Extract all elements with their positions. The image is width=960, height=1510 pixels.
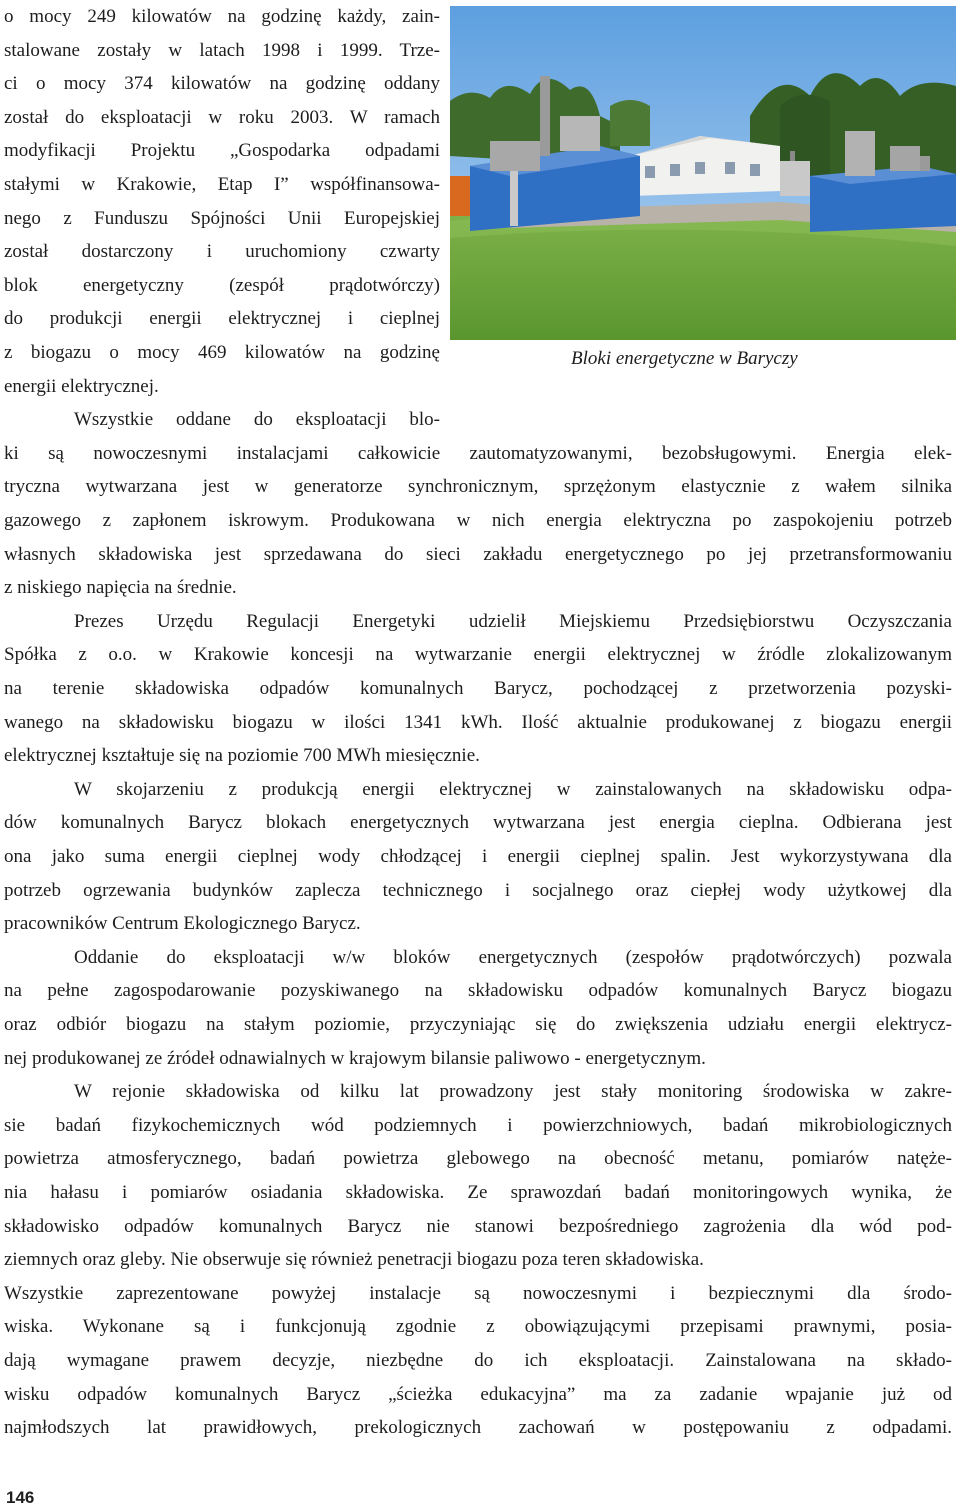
photo-icon xyxy=(450,6,956,340)
text-line: W skojarzeniu z produkcją energii elektrycznej w zainstalowanych na składowisku odpa- xyxy=(74,778,952,800)
text-line: blok energetyczny (zespół prądotwórczy) xyxy=(4,274,440,296)
text-line: własnych składowiska jest sprzedawana do sieci zakładu energetycznego po jej przetransformowaniu xyxy=(4,543,952,565)
text-line: z niskiego napięcia na średnie. xyxy=(4,577,237,599)
text-line: wiska. Wykonane są i funkcjonują zgodnie z obowiązującymi przepisami prawnymi, posia- xyxy=(4,1316,952,1338)
text-line: na terenie składowiska odpadów komunalnych Barycz, pochodzącej z przetworzenia pozyski- xyxy=(4,678,952,699)
text-line: Oddanie do eksploatacji w/w bloków energetycznych (zespołów prądotwórczych) pozwala xyxy=(74,946,952,968)
text-line: tryczna wytwarzana jest w generatorze synchronicznym, sprzężonym elastycznie z wałem silnika xyxy=(4,476,952,498)
text-line: z biogazu o mocy 469 kilowatów na godzinę xyxy=(4,342,440,363)
text-line: ona jako suma energii cieplnej wody chłodzącej i energii cieplnej spalin. Jest wykorzystywana dla xyxy=(4,846,952,867)
text-line: Wszystkie oddane do eksploatacji blo- xyxy=(74,409,440,431)
text-line: dają wymagane prawem decyzje, niezbędne do ich eksploatacji. Zainstalowana na składo- xyxy=(4,1350,952,1371)
page-number: 146 xyxy=(6,1488,35,1507)
text-line: do produkcji energii elektrycznej i cieplnej xyxy=(4,308,440,330)
text-line: elektrycznej kształtuje się na poziomie 700 MWh miesięcznie. xyxy=(4,745,480,767)
text-line: na pełne zagospodarowanie pozyskiwanego na składowisku odpadów komunalnych Barycz biogazu xyxy=(4,980,952,1002)
text-line: powietrza atmosferycznego, badań powietrza glebowego na obecność metanu, pomiarów natęże- xyxy=(4,1148,952,1170)
text-line: najmłodszych lat prawidłowych, prekologicznych zachowań w postępowaniu z odpadami. xyxy=(4,1417,952,1439)
text-line: został do eksploatacji w roku 2003. W ramach xyxy=(4,106,440,128)
photo-power-blocks xyxy=(450,6,956,340)
text-line: nego z Funduszu Spójności Unii Europejskiej xyxy=(4,207,440,229)
text-line: dów komunalnych Barycz blokach energetycznych wytwarzana jest energia cieplna. Odbierana jest xyxy=(4,812,952,834)
text-line: modyfikacji Projektu „Gospodarka odpadami xyxy=(4,140,440,162)
text-line: wisku odpadów komunalnych Barycz „ścieżka edukacyjna” ma za zadanie wpajanie już od xyxy=(4,1383,952,1405)
text-line: nej produkowanej ze źródeł odnawialnych w krajowym bilansie paliwowo - energetycznym. xyxy=(4,1047,706,1069)
text-line: o mocy 249 kilowatów na godzinę każdy, zain- xyxy=(4,6,440,27)
text-line: składowisko odpadów komunalnych Barycz nie stanowi bezpośredniego zagrożenia dla wód pod- xyxy=(4,1215,952,1237)
text-line: ci o mocy 374 kilowatów na godzinę oddany xyxy=(4,73,440,95)
text-line: został dostarczony i uruchomiony czwarty xyxy=(4,241,440,263)
text-line: W rejonie składowiska od kilku lat prowadzony jest stały monitoring środowiska w zakre- xyxy=(74,1081,952,1103)
text-line: Prezes Urzędu Regulacji Energetyki udzielił Miejskiemu Przedsiębiorstwu Oczyszczania xyxy=(74,610,952,632)
photo-caption: Bloki energetyczne w Baryczy xyxy=(571,348,798,369)
text-line: stałymi w Krakowie, Etap I” współfinansowa- xyxy=(4,174,440,195)
text-line: stalowane zostały w latach 1998 i 1999. Trze- xyxy=(4,39,440,61)
text-line: potrzeb ogrzewania budynków zaplecza technicznego i socjalnego oraz ciepłej wody użytkowej dla xyxy=(4,879,952,901)
text-line: sie badań fizykochemicznych wód podziemnych i powierzchniowych, badań mikrobiologicznych xyxy=(4,1114,952,1136)
text-line: pracowników Centrum Ekologicznego Barycz. xyxy=(4,913,361,935)
text-line: Wszystkie zaprezentowane powyżej instalacje są nowoczesnymi i bezpiecznymi dla środo- xyxy=(4,1282,952,1304)
text-line: wanego na składowisku biogazu w ilości 1341 kWh. Ilość aktualnie produkowanej z biogazu energii xyxy=(4,711,952,733)
text-line: nia hałasu i pomiarów osiadania składowiska. Ze sprawozdań badań monitoringowych wynika, że xyxy=(4,1182,952,1203)
text-line: energii elektrycznej. xyxy=(4,375,159,397)
text-line: ziemnych oraz gleby. Nie obserwuje się również penetracji biogazu poza teren składowiska. xyxy=(4,1249,704,1271)
text-line: gazowego z zapłonem iskrowym. Produkowana w nich energia elektryczna po zaspokojeniu potrzeb xyxy=(4,510,952,531)
text-line: oraz odbiór biogazu na stałym poziomie, przyczyniając się do zwiększenia udziału energii elektrycz- xyxy=(4,1014,952,1035)
text-line: ki są nowoczesnymi instalacjami całkowicie zautomatyzowanymi, bezobsługowymi. Energia elek- xyxy=(4,442,952,464)
text-line: Spółka z o.o. w Krakowie koncesji na wytwarzanie energii elektrycznej w źródle zlokalizowanym xyxy=(4,644,952,666)
